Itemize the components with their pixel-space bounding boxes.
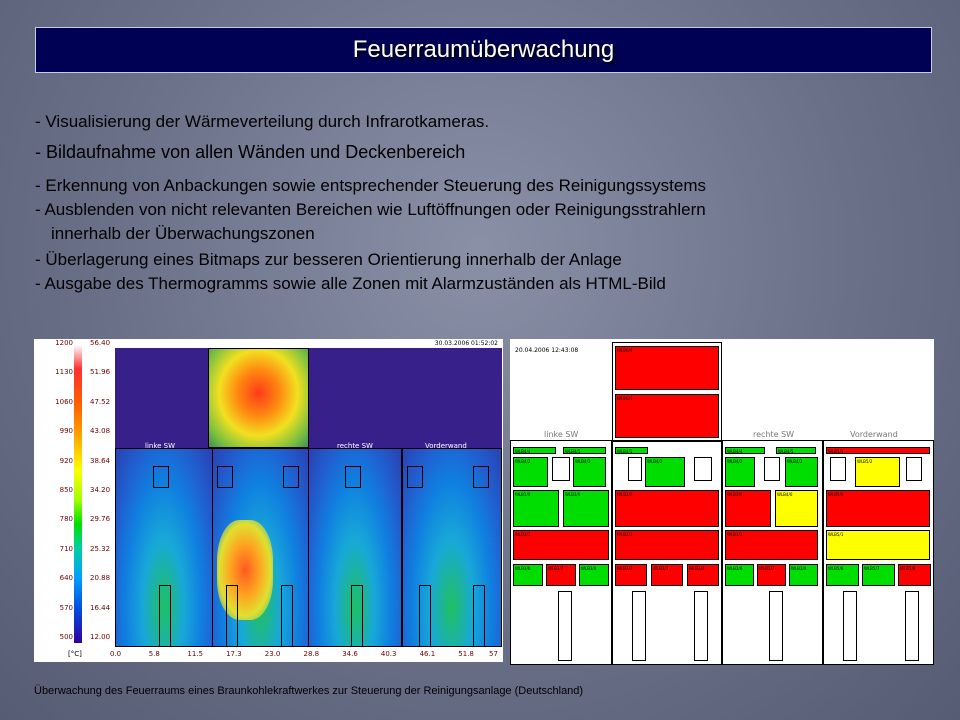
zone-ok: WLB4/2 xyxy=(645,457,685,487)
thermogram-image xyxy=(34,339,503,662)
scale-tick-left: 920 xyxy=(59,456,73,465)
bullet-item: - Erkennung von Anbackungen sowie entsprechender Steuerung des Reinigungssystems xyxy=(35,176,706,195)
zone-outline xyxy=(208,348,309,448)
zone-outline xyxy=(351,585,363,647)
wall-label: linke SW xyxy=(544,430,579,439)
zone-alarm: WLB3/2 xyxy=(615,564,647,586)
zone-alarm: WLB3/4 xyxy=(687,564,719,586)
zone-alarm: WLB5/0 xyxy=(826,490,930,527)
zone-warning: WLB4/0 xyxy=(775,490,818,527)
scale-tick-left: 570 xyxy=(59,603,73,612)
zone-neutral xyxy=(905,591,919,661)
scale-tick-left: 710 xyxy=(59,544,73,553)
scale-tick-right: 20.88 xyxy=(90,574,111,583)
x-tick: 28.8 xyxy=(303,650,320,658)
zone-neutral xyxy=(552,457,570,481)
bullet-item: - Ausgabe des Thermogramms sowie alle Zonen mit Alarmzuständen als HTML-Bild xyxy=(35,274,666,293)
zone-ok: WLB4/5 xyxy=(563,447,606,454)
scale-tick-left: 990 xyxy=(59,427,73,436)
zone-ok: WLB4/3 xyxy=(785,457,818,487)
zone-ok: WLB4/4 xyxy=(513,447,556,454)
scale-tick-right: 29.76 xyxy=(90,515,111,524)
color-scale-bar xyxy=(74,345,82,643)
zone-neutral xyxy=(906,457,922,481)
zone-outline xyxy=(407,466,423,488)
x-tick: 5.8 xyxy=(148,650,160,658)
zone-outline xyxy=(153,466,169,488)
status-timestamp: 20.04.2006 12:43:08 xyxy=(515,347,579,354)
alarm-status-panel xyxy=(510,339,934,665)
x-tick: 40.3 xyxy=(380,650,397,658)
zone-ok: WLB4/4 xyxy=(725,447,765,454)
wall-label: rechte SW xyxy=(753,430,795,439)
scale-tick-right: 34.20 xyxy=(90,486,111,494)
zone-neutral xyxy=(632,591,646,661)
bullet-item: - Bildaufnahme von allen Wänden und Deckenbereich xyxy=(35,142,466,162)
scale-tick-left: 1130 xyxy=(55,368,73,377)
bullet-item: - Visualisierung der Wärmeverteilung durch Infrarotkameras. xyxy=(35,112,490,131)
zone-alarm: WLB3/1 xyxy=(615,530,719,560)
zone-alarm: WLB6/1 xyxy=(615,394,719,438)
x-tick: 51.8 xyxy=(458,650,474,658)
caption: Überwachung des Feuerraums eines Braunkohlekraftwerkes zur Steuerung der Reinigungsanlage (Deutschland) xyxy=(34,685,584,697)
zone-ok: WLB4/1 xyxy=(615,447,648,454)
zone-ok: WLB3/0 xyxy=(563,490,609,527)
scale-tick-right: 25.32 xyxy=(90,544,111,553)
zone-ok: WLB3/6 xyxy=(725,564,754,586)
zone-ok: WLB3/8 xyxy=(579,564,609,586)
slide-title: Feuerraumüberwachung xyxy=(352,36,615,63)
zone-ok: WLB3/8 xyxy=(789,564,818,586)
zone-warning: WLB5/2 xyxy=(855,457,900,487)
x-tick: 23.0 xyxy=(264,650,281,658)
zone-alarm: WLB5/8 xyxy=(898,564,931,586)
zone-neutral xyxy=(628,457,642,481)
unit-label: [°C] xyxy=(68,650,82,658)
zone-alarm: WLB3/7 xyxy=(757,564,786,586)
title-bar xyxy=(35,27,932,73)
zone-neutral xyxy=(694,591,708,661)
zone-ok: WLB5/6 xyxy=(826,564,859,586)
zone-alarm: WLB3/1 xyxy=(725,530,818,560)
zone-outline xyxy=(419,585,431,647)
x-tick: 34.6 xyxy=(342,650,358,658)
scale-tick-left: 1200 xyxy=(55,339,73,347)
zone-outline xyxy=(159,585,171,647)
zone-outline xyxy=(226,585,238,647)
zone-ok: WLB5/7 xyxy=(862,564,895,586)
zone-neutral xyxy=(694,457,712,481)
bullet-item: - Überlagerung eines Bitmaps zur besseren Orientierung innerhalb der Anlage xyxy=(35,250,622,269)
zone-neutral xyxy=(769,591,783,661)
scale-tick-right: 47.52 xyxy=(90,397,111,406)
scale-tick-right: 16.44 xyxy=(90,603,111,612)
scale-tick-right: 12.00 xyxy=(90,633,111,641)
zone-neutral xyxy=(558,591,572,661)
zone-alarm: WLB6/4 xyxy=(615,346,719,390)
scale-tick-right: 38.64 xyxy=(90,456,111,465)
thermogram-timestamp: 30.03.2006 01:52:02 xyxy=(434,340,498,347)
zone-alarm: WLB5/3 xyxy=(826,447,930,454)
zone-alarm: WLB3/0 xyxy=(615,490,719,527)
zone-ok: WLB3/6 xyxy=(513,564,543,586)
x-tick: 57 xyxy=(489,650,498,658)
zone-alarm: WLB3/1 xyxy=(513,530,609,560)
x-tick: 0.0 xyxy=(110,650,122,658)
zone-warning: WLB5/1 xyxy=(826,530,930,560)
wall-label: Vorderwand xyxy=(850,430,898,439)
zone-ok: WLB4/2 xyxy=(725,457,755,487)
zone-outline xyxy=(345,466,361,488)
wall-label: linke SW xyxy=(145,442,176,450)
zone-alarm: WLB3/3 xyxy=(651,564,683,586)
x-tick: 17.3 xyxy=(226,650,242,658)
zone-neutral xyxy=(764,457,780,481)
zone-outline xyxy=(283,466,299,488)
x-tick: 46.1 xyxy=(419,650,436,658)
zone-neutral xyxy=(843,591,857,661)
zone-neutral xyxy=(830,457,846,481)
scale-tick-left: 1060 xyxy=(55,397,73,406)
scale-tick-right: 43.08 xyxy=(90,427,111,436)
x-tick: 11.5 xyxy=(187,650,203,658)
scale-tick-left: 850 xyxy=(59,486,73,494)
zone-alarm: WLB3/0 xyxy=(725,490,771,527)
scale-tick-left: 640 xyxy=(59,574,73,583)
wall-label: Vorderwand xyxy=(425,442,467,450)
zone-outline xyxy=(401,448,403,647)
zone-outline xyxy=(473,585,485,647)
zone-ok: WLB4/2 xyxy=(513,457,548,487)
zone-outline xyxy=(217,466,233,488)
scale-tick-left: 500 xyxy=(59,633,73,641)
bullet-item-continuation: innerhalb der Überwachungszonen xyxy=(51,224,315,243)
scale-tick-right: 51.96 xyxy=(90,368,111,377)
scale-tick-left: 780 xyxy=(59,515,73,524)
zone-ok: WLB4/5 xyxy=(776,447,816,454)
scale-tick-right: 56.40 xyxy=(90,339,111,347)
thermal-view xyxy=(115,348,502,647)
bullet-item: - Ausblenden von nicht relevanten Bereichen wie Luftöffnungen oder Reinigungsstrahlern xyxy=(35,200,706,219)
zone-alarm: WLB3/7 xyxy=(546,564,576,586)
zone-ok: WLB4/3 xyxy=(573,457,606,487)
zone-outline xyxy=(281,585,293,647)
zone-ok: WLB1/0 xyxy=(513,490,559,527)
wall-label: rechte SW xyxy=(337,442,373,450)
zone-outline xyxy=(473,466,489,488)
